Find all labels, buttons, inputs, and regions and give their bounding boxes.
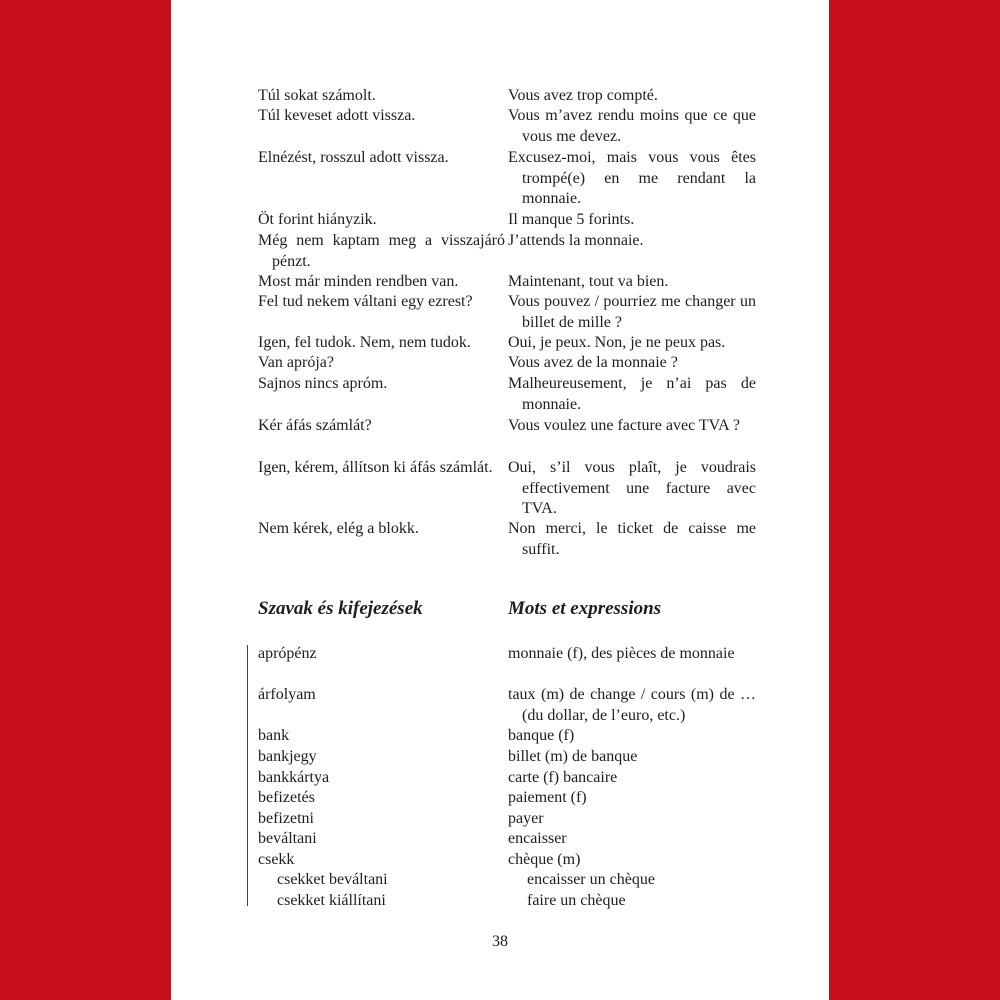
phrase-hungarian: Elnézést, rosszul adott vissza. — [258, 149, 449, 166]
phrase-hungarian: Nem kérek, elég a blokk. — [258, 520, 419, 537]
phrase-french: Excusez-moi, mais vous vous êtes trompé(e) en me rendant la monnaie. — [508, 149, 756, 208]
phrase-french: Vous pouvez / pourriez me changer un billet de mille ? — [508, 293, 756, 331]
vocab-french: payer — [508, 810, 544, 827]
vocab-french: encaisser — [508, 830, 567, 847]
phrase-french: Maintenant, tout va bien. — [508, 273, 669, 290]
vocab-french: monnaie (f), des pièces de monnaie — [508, 645, 735, 662]
section-heading-french: Mots et expressions — [508, 598, 662, 619]
vocab-french: faire un chèque — [527, 892, 626, 909]
vocab-french: taux (m) de change / cours (m) de … (du dollar, de l’euro, etc.) — [508, 686, 756, 724]
phrase-hungarian: Igen, fel tudok. Nem, nem tudok. — [258, 334, 471, 351]
phrase-hungarian: Öt forint hiányzik. — [258, 211, 377, 228]
vocab-hungarian: bankkártya — [258, 769, 330, 786]
phrase-french: Vous avez trop compté. — [508, 87, 658, 104]
vocab-hungarian: bankjegy — [258, 748, 317, 765]
vocab-french: carte (f) bancaire — [508, 769, 618, 786]
phrase-hungarian: Túl keveset adott vissza. — [258, 107, 416, 124]
vocab-french: banque (f) — [508, 727, 575, 744]
page-number: 38 — [492, 933, 508, 950]
section-heading-hungarian: Szavak és kifejezések — [258, 598, 423, 619]
phrase-hungarian: Kér áfás számlát? — [258, 417, 372, 434]
phrase-hungarian: Sajnos nincs apróm. — [258, 375, 388, 392]
vocab-hungarian: aprópénz — [258, 645, 317, 662]
phrase-french: J’attends la monnaie. — [508, 232, 644, 249]
vocab-hungarian: csekk — [258, 851, 295, 868]
vocab-hungarian: bank — [258, 727, 290, 744]
phrase-french: Vous m’avez rendu moins que ce que vous me devez. — [508, 107, 756, 145]
phrase-french: Malheureusement, je n’ai pas de monnaie. — [508, 375, 756, 413]
phrase-french: Vous voulez une facture avec TVA ? — [508, 417, 740, 434]
vocab-hungarian: csekket kiállítani — [277, 892, 386, 909]
phrase-french: Oui, s’il vous plaît, je voudrais effectivement une facture avec TVA. — [508, 459, 756, 518]
phrase-french: Oui, je peux. Non, je ne peux pas. — [508, 334, 726, 351]
vocab-french: paiement (f) — [508, 789, 587, 806]
vocab-hungarian: beváltani — [258, 830, 317, 847]
phrase-hungarian: Fel tud nekem váltani egy ezrest? — [258, 293, 473, 310]
phrase-hungarian: Most már minden rendben van. — [258, 273, 459, 290]
phrase-french: Il manque 5 forints. — [508, 211, 635, 228]
vocab-french: encaisser un chèque — [527, 871, 655, 888]
vocab-margin-rule — [247, 645, 248, 906]
vocab-hungarian: csekket beváltani — [277, 871, 388, 888]
vocab-french: chèque (m) — [508, 851, 581, 868]
phrase-french: Vous avez de la monnaie ? — [508, 354, 678, 371]
vocab-hungarian: árfolyam — [258, 686, 316, 703]
vocab-hungarian: befizetni — [258, 810, 314, 827]
vocab-hungarian: befizetés — [258, 789, 315, 806]
phrase-hungarian: Túl sokat számolt. — [258, 87, 376, 104]
phrase-hungarian: Igen, kérem, állítson ki áfás számlát. — [258, 459, 493, 476]
phrase-french: Non merci, le ticket de caisse me suffit. — [508, 520, 756, 558]
book-page — [171, 0, 829, 1000]
phrase-hungarian: Van aprója? — [258, 354, 334, 371]
phrase-hungarian: Még nem kaptam meg a visszajáró pénzt. — [258, 232, 505, 270]
vocab-french: billet (m) de banque — [508, 748, 638, 765]
